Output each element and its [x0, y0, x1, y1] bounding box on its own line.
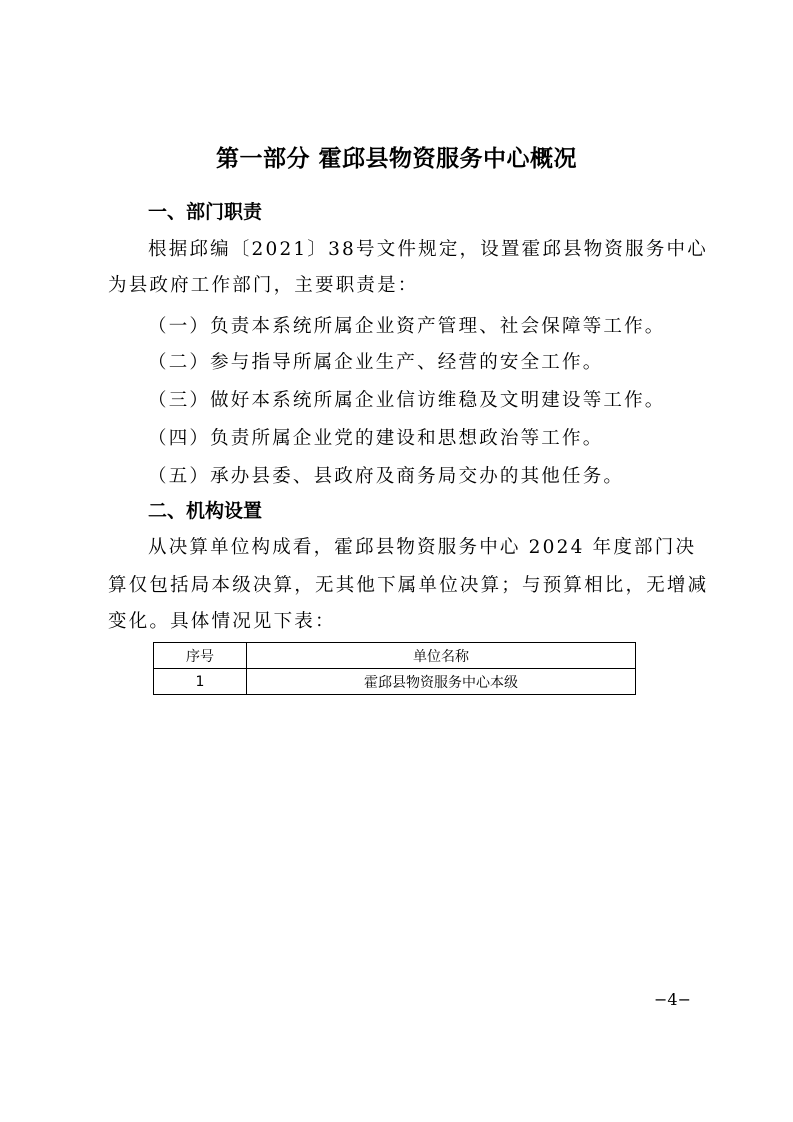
organization-line-3: 变化。具体情况见下表： — [108, 611, 336, 632]
unit-table — [153, 642, 636, 695]
duty-item-1: （一）负责本系统所属企业资产管理、社会保障等工作。 — [148, 316, 666, 337]
organization-line-2: 算仅包括局本级决算，无其他下属单位决算；与预算相比，无增减 — [108, 575, 709, 596]
organization-line-1: 从决算单位构成看，霍邱县物资服务中心 2024 年度部门决 — [148, 537, 697, 558]
page-number: −4− — [654, 990, 691, 1009]
section-heading-duties: 一、部门职责 — [148, 201, 263, 223]
table-row — [154, 669, 636, 695]
duties-intro-line-2: 为县政府工作部门，主要职责是： — [108, 275, 419, 296]
table-header-unit-name: 单位名称 — [247, 643, 636, 669]
section-heading-organization: 二、机构设置 — [148, 500, 263, 522]
duty-item-5: （五）承办县委、县政府及商务局交办的其他任务。 — [148, 466, 625, 487]
table-cell-unit-name: 霍邱县物资服务中心本级 — [247, 669, 636, 695]
duties-intro-line-1: 根据邱编〔2021〕38号文件规定，设置霍邱县物资服务中心 — [148, 239, 708, 260]
table-header-row — [154, 643, 636, 669]
duty-item-4: （四）负责所属企业党的建设和思想政治等工作。 — [148, 428, 604, 449]
table-header-no: 序号 — [154, 643, 247, 669]
page-title: 第一部分 霍邱县物资服务中心概况 — [215, 146, 577, 172]
table-cell-no: 1 — [154, 669, 247, 695]
duty-item-3: （三）做好本系统所属企业信访维稳及文明建设等工作。 — [148, 390, 666, 411]
duty-item-2: （二）参与指导所属企业生产、经营的安全工作。 — [148, 352, 604, 373]
